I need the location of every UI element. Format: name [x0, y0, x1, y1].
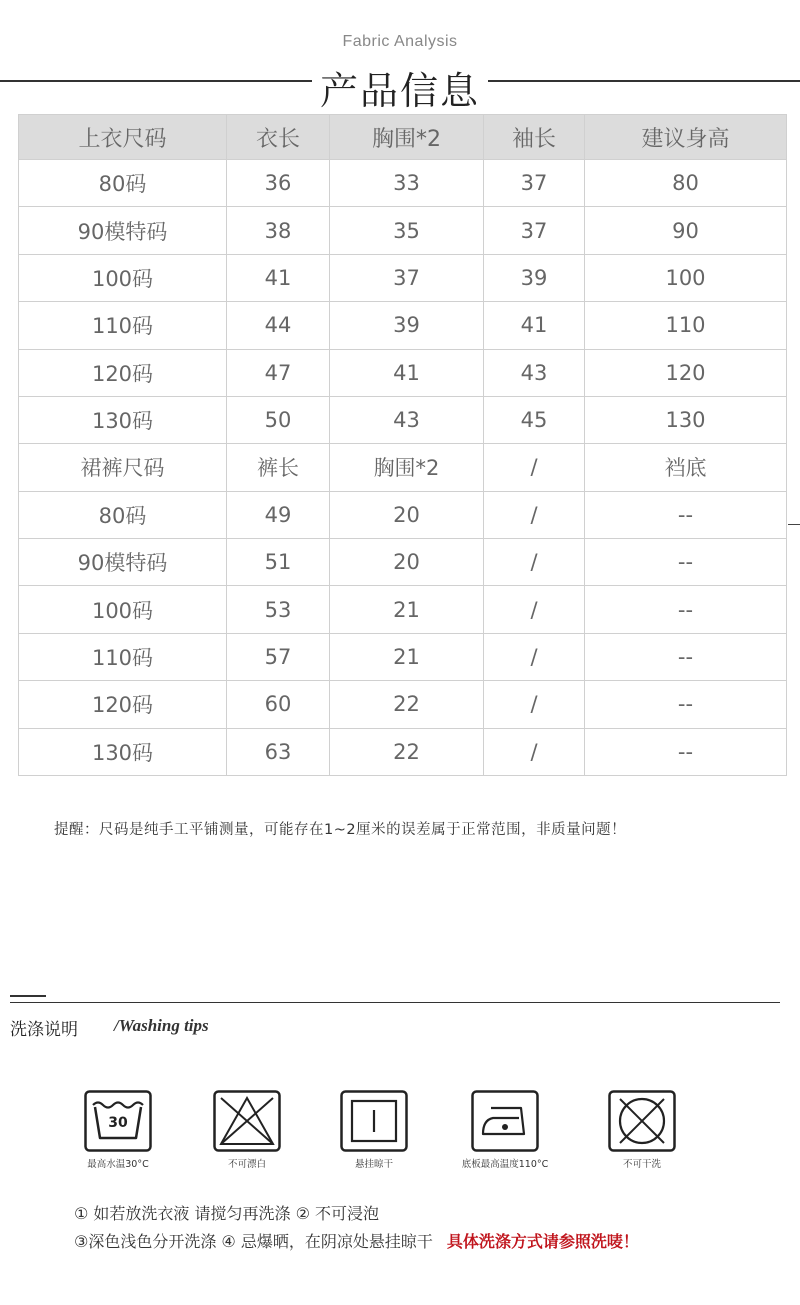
table-header-row: [19, 115, 787, 160]
section-accent-line: [10, 995, 46, 997]
table-cell: /: [484, 586, 585, 633]
care-item-dry-clean: [582, 1090, 702, 1170]
title-divider-right: [488, 80, 800, 82]
table-row: [19, 491, 787, 538]
table-cell: 90: [585, 207, 787, 254]
table-cell: 110码: [19, 302, 227, 349]
header-cell: 上衣尺码: [19, 115, 227, 160]
table-cell: 裆底: [585, 444, 787, 491]
table-row: [19, 160, 787, 207]
table-cell: /: [484, 728, 585, 776]
table-cell: /: [484, 539, 585, 586]
table-row: [19, 444, 787, 491]
wash-temp-value: 30: [108, 1115, 128, 1131]
table-body: [19, 160, 787, 776]
table-cell: 100码: [19, 254, 227, 301]
table-cell: 50: [227, 396, 330, 443]
table-cell: 49: [227, 491, 330, 538]
table-cell: 裙裤尺码: [19, 444, 227, 491]
table-cell: 39: [484, 254, 585, 301]
table-cell: 110: [585, 302, 787, 349]
table-cell: 41: [227, 254, 330, 301]
table-cell: 43: [330, 396, 484, 443]
page-title: 产品信息: [319, 69, 480, 113]
title-row: [0, 60, 800, 113]
table-cell: 33: [330, 160, 484, 207]
table-cell: /: [484, 681, 585, 728]
table-cell: 130码: [19, 728, 227, 776]
table-cell: 44: [227, 302, 330, 349]
table-row: [19, 349, 787, 396]
table-cell: 36: [227, 160, 330, 207]
table-row: [19, 586, 787, 633]
table-cell: 120码: [19, 681, 227, 728]
table-cell: 21: [330, 633, 484, 680]
size-note: 提醒：尺码是纯手工平铺测量，可能存在1~2厘米的误差属于正常范围，非质量问题！: [54, 822, 627, 838]
table-row: [19, 633, 787, 680]
table-cell: /: [484, 491, 585, 538]
wash-30-icon: [84, 1090, 152, 1152]
table-cell: --: [585, 586, 787, 633]
header-cell: 胸围*2: [330, 115, 484, 160]
care-caption: 悬挂晾干: [354, 1159, 393, 1170]
care-item-bleach: [187, 1090, 307, 1170]
table-cell: 80: [585, 160, 787, 207]
table-cell: 130: [585, 396, 787, 443]
care-item-wash: [58, 1090, 178, 1170]
table-row: [19, 539, 787, 586]
table-cell: 100码: [19, 586, 227, 633]
hang-dry-icon: [340, 1090, 408, 1152]
table-cell: 37: [484, 207, 585, 254]
table-cell: 110码: [19, 633, 227, 680]
iron-icon: [471, 1090, 539, 1152]
table-cell: --: [585, 539, 787, 586]
table-cell: 20: [330, 539, 484, 586]
care-item-iron: [445, 1090, 565, 1170]
care-caption: 不可干洗: [622, 1159, 661, 1170]
fabric-analysis-subtitle: Fabric Analysis: [342, 33, 458, 50]
table-row: [19, 396, 787, 443]
table-cell: 120: [585, 349, 787, 396]
no-bleach-icon: [213, 1090, 281, 1152]
table-cell: /: [484, 633, 585, 680]
table-cell: 90模特码: [19, 207, 227, 254]
care-caption: 最高水温30°C: [87, 1159, 149, 1170]
table-cell: /: [484, 444, 585, 491]
table-cell: --: [585, 728, 787, 776]
table-cell: 41: [484, 302, 585, 349]
table-cell: 53: [227, 586, 330, 633]
table-cell: 胸围*2: [330, 444, 484, 491]
table-row: [19, 302, 787, 349]
table-cell: --: [585, 681, 787, 728]
table-cell: 22: [330, 681, 484, 728]
table-cell: 100: [585, 254, 787, 301]
table-cell: 37: [330, 254, 484, 301]
care-item-hang: [314, 1090, 434, 1170]
table-cell: 35: [330, 207, 484, 254]
header-cell: 袖长: [484, 115, 585, 160]
edge-tick: [788, 524, 800, 525]
table-cell: 60: [227, 681, 330, 728]
washing-instruction-text: ③深色浅色分开洗涤 ④ 忌爆晒，在阴凉处悬挂晾干: [74, 1232, 433, 1251]
care-caption: 不可漂白: [227, 1159, 266, 1170]
header-cell: 衣长: [227, 115, 330, 160]
table-cell: 21: [330, 586, 484, 633]
table-row: [19, 681, 787, 728]
table-cell: 37: [484, 160, 585, 207]
table-cell: 22: [330, 728, 484, 776]
table-cell: 41: [330, 349, 484, 396]
table-cell: 57: [227, 633, 330, 680]
table-cell: 39: [330, 302, 484, 349]
header-cell: 建议身高: [585, 115, 787, 160]
section-divider: [10, 1002, 780, 1003]
table-cell: 120码: [19, 349, 227, 396]
washing-instruction-line-2: [74, 1229, 639, 1252]
washing-title-en: /Washing tips: [114, 1016, 209, 1035]
washing-instruction-line-1: ① 如若放洗衣液 请搅匀再洗涤 ② 不可浸泡: [74, 1204, 380, 1223]
table-row: [19, 207, 787, 254]
table-cell: 38: [227, 207, 330, 254]
table-cell: 20: [330, 491, 484, 538]
table-cell: 80码: [19, 160, 227, 207]
table-cell: 80码: [19, 491, 227, 538]
table-cell: --: [585, 491, 787, 538]
washing-warning: 具体洗涤方式请参照洗唛！: [446, 1232, 639, 1251]
table-cell: 裤长: [227, 444, 330, 491]
table-cell: 43: [484, 349, 585, 396]
table-cell: 47: [227, 349, 330, 396]
table-row: [19, 254, 787, 301]
table-cell: 130码: [19, 396, 227, 443]
table-cell: 63: [227, 728, 330, 776]
size-table: [18, 114, 787, 776]
table-row: [19, 728, 787, 776]
table-cell: 45: [484, 396, 585, 443]
no-dry-clean-icon: [608, 1090, 676, 1152]
washing-title: 洗涤说明: [10, 1020, 78, 1040]
care-caption: 底板最高温度110°C: [461, 1159, 549, 1170]
table-cell: --: [585, 633, 787, 680]
title-divider-left: [0, 80, 312, 82]
table-cell: 51: [227, 539, 330, 586]
table-cell: 90模特码: [19, 539, 227, 586]
